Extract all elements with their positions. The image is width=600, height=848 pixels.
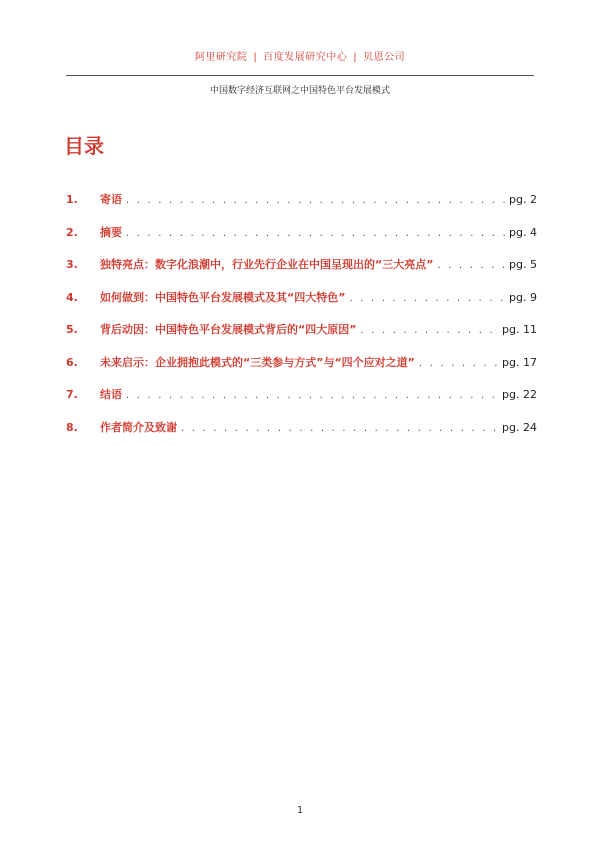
toc-entry-page: pg. 22 — [502, 388, 537, 401]
toc-entry-page: pg. 24 — [502, 420, 537, 434]
toc-entry-page: pg. 5 — [509, 258, 537, 271]
toc-entry-number: 1. — [66, 193, 78, 206]
toc-entry-number: 2. — [66, 225, 78, 239]
toc-entry-number: 7. — [66, 388, 78, 401]
document-title: 中国数字经济互联网之中国特色平台发展模式 — [209, 86, 390, 96]
toc-entry[interactable] — [66, 191, 537, 224]
toc-entry-title: 寄语 — [100, 193, 122, 206]
toc-dot-leader — [126, 390, 498, 401]
toc-entry-title: 独特亮点：数字化浪潮中，行业先行企业在中国呈现出的“三大亮点” — [100, 258, 434, 271]
toc-entry-title: 未来启示：企业拥抱此模式的“三类参与方式”与“四个应对之道” — [100, 355, 415, 369]
toc-dot-leader — [349, 293, 505, 304]
toc-entry-title: 如何做到：中国特色平台发展模式及其“四大特色” — [100, 290, 346, 304]
toc-entry[interactable] — [66, 386, 537, 419]
toc-entry-number: 3. — [66, 258, 78, 271]
header-divider — [66, 75, 534, 76]
toc-entry-number: 5. — [66, 323, 78, 336]
org-separator: | — [253, 52, 258, 63]
toc-entry-number: 4. — [66, 290, 78, 304]
toc-dot-leader — [437, 260, 505, 271]
toc-entry-title: 背后动因：中国特色平台发展模式背后的“四大原因” — [100, 323, 357, 336]
table-of-contents — [66, 191, 537, 451]
toc-entry-number: 6. — [66, 355, 78, 369]
page-number: 1 — [296, 805, 304, 816]
org-baidu-research: 百度发展研究中心 — [263, 52, 348, 63]
toc-entry-title: 结语 — [100, 388, 122, 401]
toc-entry-title: 摘要 — [100, 225, 122, 239]
toc-entry[interactable] — [66, 289, 537, 322]
toc-dot-leader — [181, 423, 498, 434]
toc-heading: 目录 — [64, 134, 104, 158]
toc-entry[interactable] — [66, 419, 537, 452]
toc-entry-title: 作者简介及致谢 — [100, 420, 177, 434]
org-bain: 贝恩公司 — [363, 52, 406, 63]
toc-entry-page: pg. 4 — [509, 225, 537, 239]
toc-entry-page: pg. 17 — [502, 355, 537, 369]
toc-entry[interactable] — [66, 224, 537, 257]
toc-dot-leader — [126, 228, 505, 239]
org-separator: | — [353, 52, 358, 63]
header-organizations — [0, 48, 600, 63]
toc-entry[interactable] — [66, 256, 537, 289]
toc-entry-number: 8. — [66, 420, 78, 434]
org-alibaba-research: 阿里研究院 — [194, 52, 248, 63]
toc-entry[interactable] — [66, 354, 537, 387]
toc-entry-page: pg. 9 — [509, 290, 537, 304]
toc-dot-leader — [126, 195, 505, 206]
toc-entry[interactable] — [66, 321, 537, 354]
toc-dot-leader — [419, 358, 498, 369]
toc-entry-page: pg. 2 — [509, 193, 537, 206]
toc-entry-page: pg. 11 — [502, 323, 537, 336]
toc-dot-leader — [360, 325, 498, 336]
